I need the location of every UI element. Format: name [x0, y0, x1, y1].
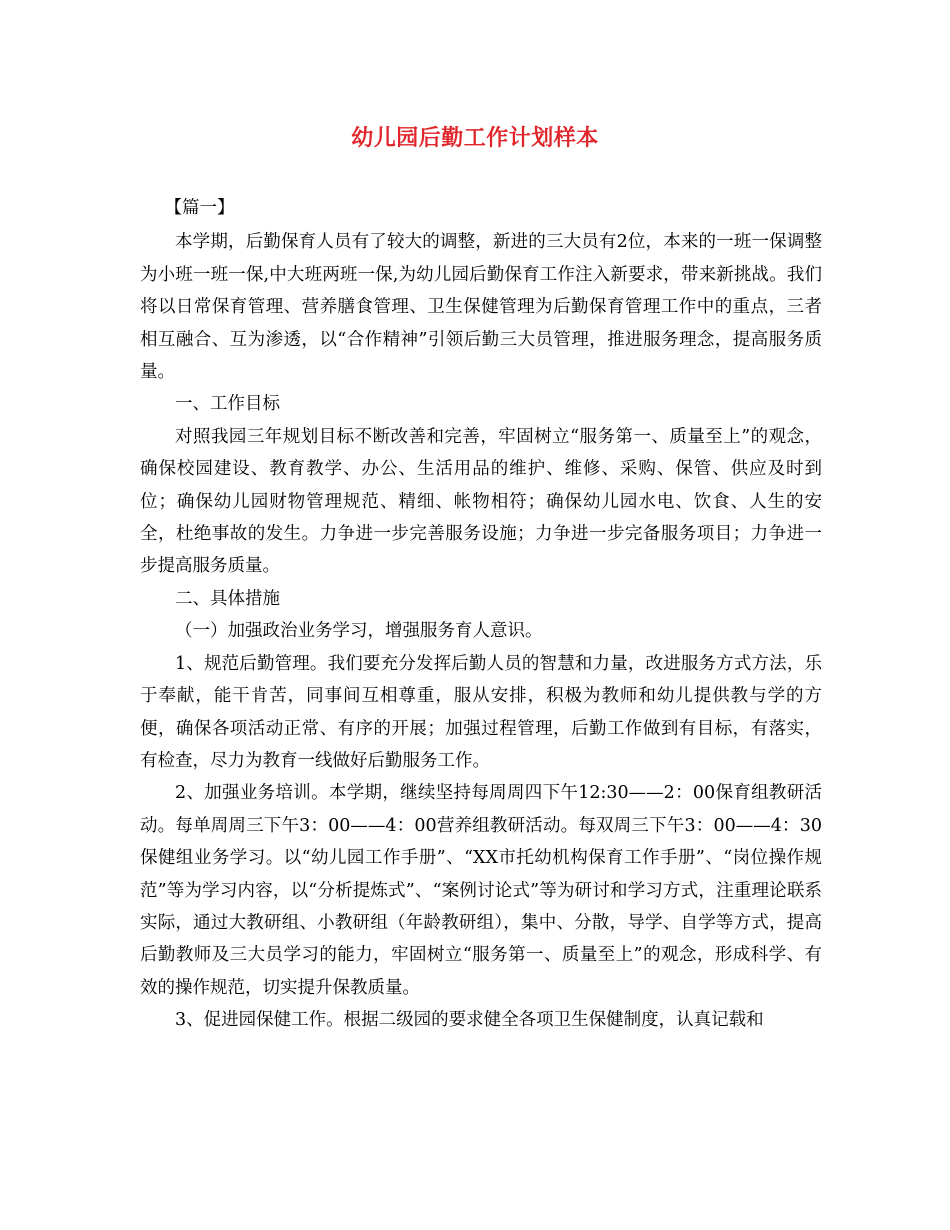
heading-work-goals: 一、工作目标: [175, 394, 280, 415]
document-body: [140, 192, 822, 1037]
paragraph-intro: 本学期，后勤保育人员有了较大的调整，新进的三大员有2位，本来的一班一保调整为小班一班一保,中大班两班一保,为幼儿园后勤保育工作注入新要求，带来新挑战。我们将以日常保育管理、营养膳食管理、卫生保健管理为后勤保育管理工作中的重点，三者相互融合、互为渗透，以“合作精神”引领后勤三大员管理，推进服务理念，提高服务质量。: [140, 232, 822, 383]
paragraph-health-care: 3、促进园保健工作。根据二级园的要求健全各项卫生保健制度，认真记载和: [175, 1010, 764, 1031]
paragraph-business-training: 2、加强业务培训。本学期，继续坚持每周周四下午12:30——2：00保育组教研活动。每单周周三下午3：00——4：00营养组教研活动。每双周三下午3：00——4：30保健组业务学习。以“幼儿园工作手册”、“XX市托幼机构保育工作手册”、“岗位操作规范”等为学习内容，以“分析提炼式”、“案例讨论式”等为研讨和学习方式，注重理论联系实际，通过大教研组、小教研组（年龄教研组），集中、分散，导学、自学等方式，提高后勤教师及三大员学习的能力，牢固树立“服务第一、质量至上”的观念，形成科学、有效的操作规范，切实提升保教质量。: [140, 783, 822, 998]
subheading-political-study: （一）加强政治业务学习，增强服务育人意识。: [175, 621, 543, 642]
heading-specific-measures: 二、具体措施: [175, 588, 280, 609]
section-marker: 【篇一】: [164, 198, 235, 218]
document-title: 幼儿园后勤工作计划样本: [351, 125, 599, 151]
paragraph-work-goals: 对照我园三年规划目标不断改善和完善，牢固树立“服务第一、质量至上”的观念，确保校园建设、教育教学、办公、生活用品的维护、维修、采购、保管、供应及时到位；确保幼儿园财物管理规范、精细、帐物相符；确保幼儿园水电、饮食、人生的安全，杜绝事故的发生。力争进一步完善服务设施；力争进一步完备服务项目；力争进一步提高服务质量。: [140, 426, 822, 577]
paragraph-standardize-management: 1、规范后勤管理。我们要充分发挥后勤人员的智慧和力量，改进服务方式方法，乐于奉献，能干肯苦，同事间互相尊重，服从安排，积极为教师和幼儿提供教与学的方便，确保各项活动正常、有序的开展；加强过程管理，后勤工作做到有目标，有落实，有检查，尽力为教育一线做好后勤服务工作。: [140, 653, 822, 771]
